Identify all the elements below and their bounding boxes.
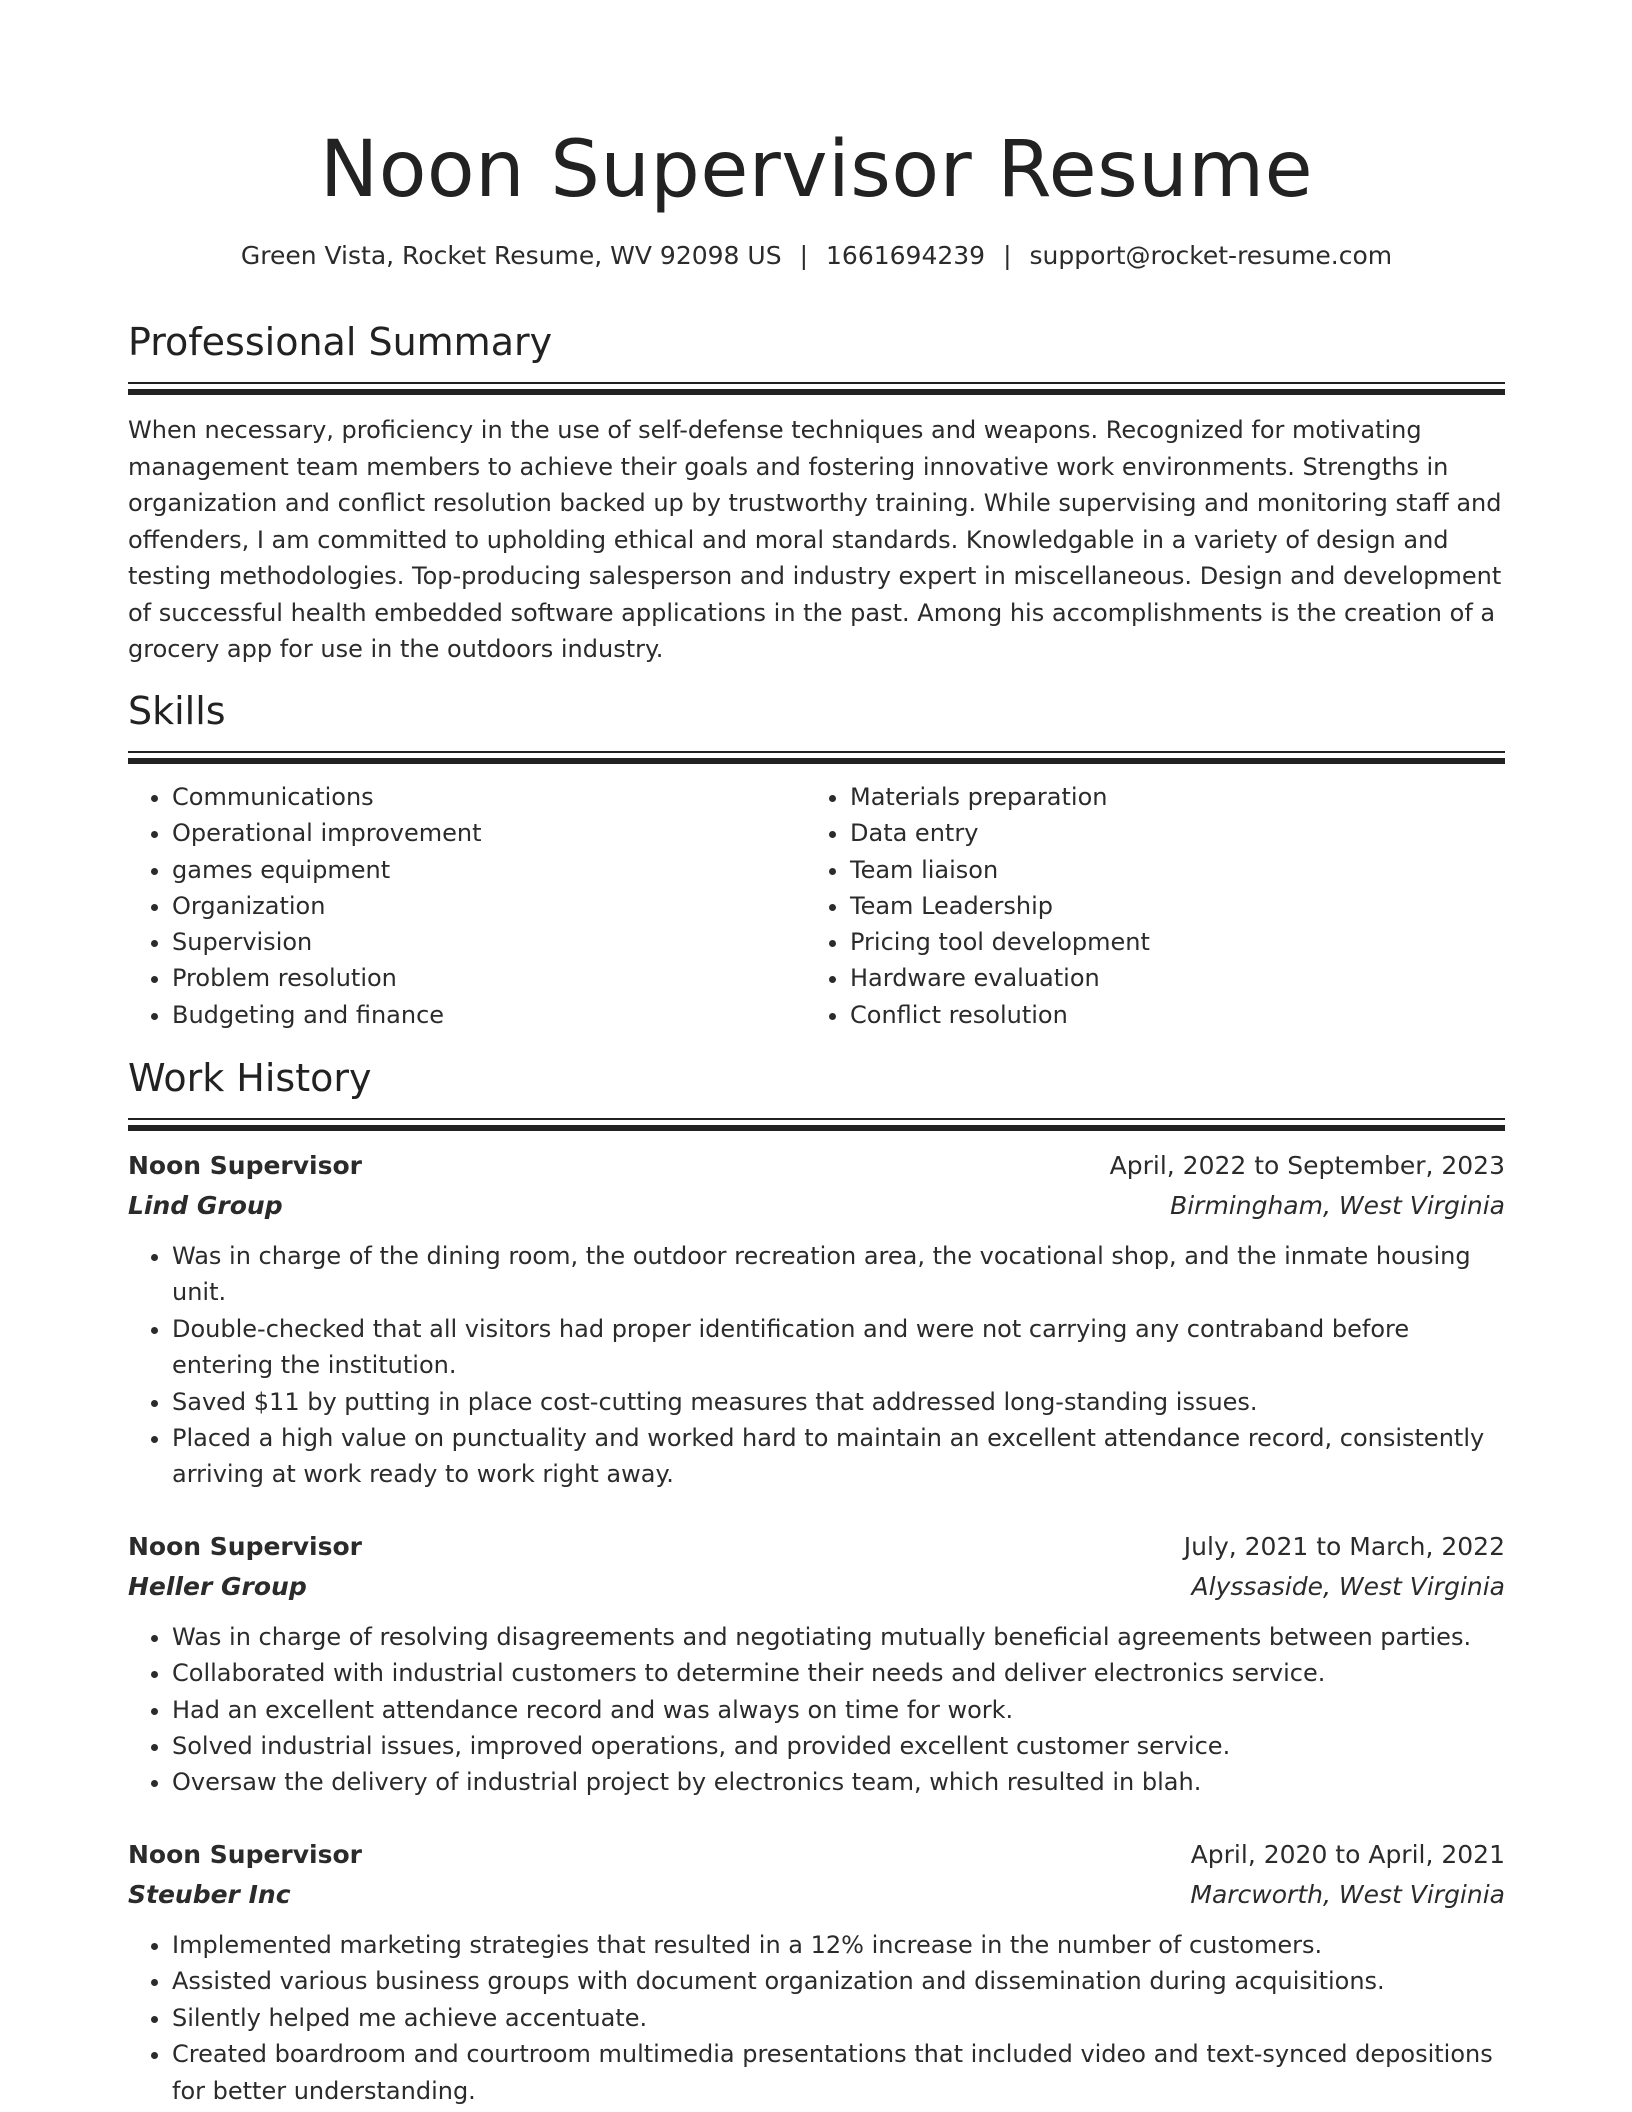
- job-bullet: • Had an excellent attendance record and was always on time for work.: [172, 1692, 1505, 1728]
- job-entry: [128, 1527, 1505, 1801]
- skill-item: • games equipment: [172, 852, 806, 888]
- job-bullet: • Silently helped me achieve accentuate.: [172, 2000, 1505, 2036]
- section-divider: [128, 382, 1505, 396]
- contact-address: Green Vista, Rocket Resume, WV 92098 US: [240, 241, 782, 270]
- skill-item: • Pricing tool development: [850, 924, 1484, 960]
- job-company: Lind Group: [128, 1191, 283, 1220]
- job-bullet: • Was in charge of the dining room, the outdoor recreation area, the vocational shop, and the inmate housing unit.: [172, 1238, 1505, 1311]
- skill-item: • Conflict resolution: [850, 997, 1484, 1033]
- summary-section: [128, 318, 1505, 668]
- skill-item: • Problem resolution: [172, 960, 806, 996]
- job-bullet-list: [128, 1238, 1505, 1493]
- skill-item: • Operational improvement: [172, 815, 806, 851]
- job-dates: April, 2022 to September, 2023: [1109, 1151, 1505, 1180]
- contact-email: support@rocket-resume.com: [1029, 241, 1393, 270]
- job-company: Heller Group: [128, 1571, 307, 1601]
- job-bullet: • Oversaw the delivery of industrial project by electronics team, which resulted in blah.: [172, 1764, 1505, 1800]
- job-bullet: • Solved industrial issues, improved operations, and provided excellent customer service.: [172, 1728, 1505, 1764]
- skill-item: • Communications: [172, 779, 806, 815]
- work-history-heading: Work History: [128, 1056, 372, 1100]
- skills-section: [128, 687, 1505, 1033]
- resume-title: Noon Supervisor Resume: [319, 125, 1314, 215]
- section-divider: [128, 1118, 1505, 1132]
- job-location: Marcworth, West Virginia: [1190, 1879, 1505, 1909]
- contact-line: [128, 238, 1505, 274]
- skills-column-left: [128, 779, 806, 1033]
- skills-heading: Skills: [128, 689, 226, 733]
- skill-item: • Organization: [172, 888, 806, 924]
- contact-separator: |: [799, 241, 809, 270]
- job-entry: [128, 1835, 1505, 2109]
- summary-heading: Professional Summary: [128, 320, 553, 364]
- job-location: Birmingham, West Virginia: [1170, 1191, 1505, 1220]
- job-title: Noon Supervisor: [128, 1151, 363, 1180]
- skill-item: • Data entry: [850, 815, 1484, 851]
- skills-list: [128, 779, 1505, 1033]
- job-bullet: • Was in charge of resolving disagreements and negotiating mutually beneficial agreements between parties.: [172, 1619, 1505, 1655]
- job-bullet: • Assisted various business groups with document organization and dissemination during acquisitions.: [172, 1963, 1505, 1999]
- job-bullet: • Created boardroom and courtroom multimedia presentations that included video and text-synced depositions for better understanding.: [172, 2036, 1505, 2109]
- job-entry: [128, 1146, 1505, 1493]
- skills-column-right: [806, 779, 1484, 1033]
- job-bullet: • Implemented marketing strategies that resulted in a 12% increase in the number of customers.: [172, 1927, 1505, 1963]
- job-bullet: • Double-checked that all visitors had proper identification and were not carrying any contraband before entering the institution.: [172, 1311, 1505, 1384]
- job-bullet-list: [128, 1619, 1505, 1801]
- section-divider: [128, 751, 1505, 765]
- skill-item: • Hardware evaluation: [850, 960, 1484, 996]
- job-dates: April, 2020 to April, 2021: [1190, 1839, 1505, 1869]
- job-bullet: • Saved $11 by putting in place cost-cutting measures that addressed long-standing issues.: [172, 1384, 1505, 1420]
- skill-item: • Team liaison: [850, 852, 1484, 888]
- job-location: Alyssaside, West Virginia: [1191, 1571, 1505, 1601]
- contact-separator: |: [1003, 241, 1012, 270]
- job-bullet-list: [128, 1927, 1505, 2109]
- job-company: Steuber Inc: [128, 1879, 291, 1909]
- skill-item: • Supervision: [172, 924, 806, 960]
- skill-item: • Materials preparation: [850, 779, 1484, 815]
- job-bullet: • Collaborated with industrial customers to determine their needs and deliver electronics service.: [172, 1655, 1505, 1691]
- job-title: Noon Supervisor: [128, 1531, 363, 1561]
- skill-item: • Budgeting and finance: [172, 997, 806, 1033]
- job-title: Noon Supervisor: [128, 1839, 363, 1869]
- contact-phone: 1661694239: [826, 241, 986, 270]
- summary-text: When necessary, proficiency in the use of self-defense techniques and weapons. Recognized for motivating management team members to achieve their goals and fostering innovative work environments. Strengths in organization and conflict resolution backed up by trustworthy training. While supervising and monitoring staff and offenders, I am committed to upholding ethical and moral standards. Knowledgable in a variety of design and testing methodologies. Top-producing salesperson and industry expert in miscellaneous. Design and development of successful health embedded software applications in the past. Among his accomplishments is the creation of a grocery app for use in the outdoors industry.: [128, 416, 1502, 663]
- job-dates: July, 2021 to March, 2022: [1183, 1531, 1505, 1561]
- job-bullet: • Placed a high value on punctuality and worked hard to maintain an excellent attendance record, consistently arriving at work ready to work right away.: [172, 1420, 1505, 1493]
- work-history-section: [128, 1054, 1505, 2109]
- skill-item: • Team Leadership: [850, 888, 1484, 924]
